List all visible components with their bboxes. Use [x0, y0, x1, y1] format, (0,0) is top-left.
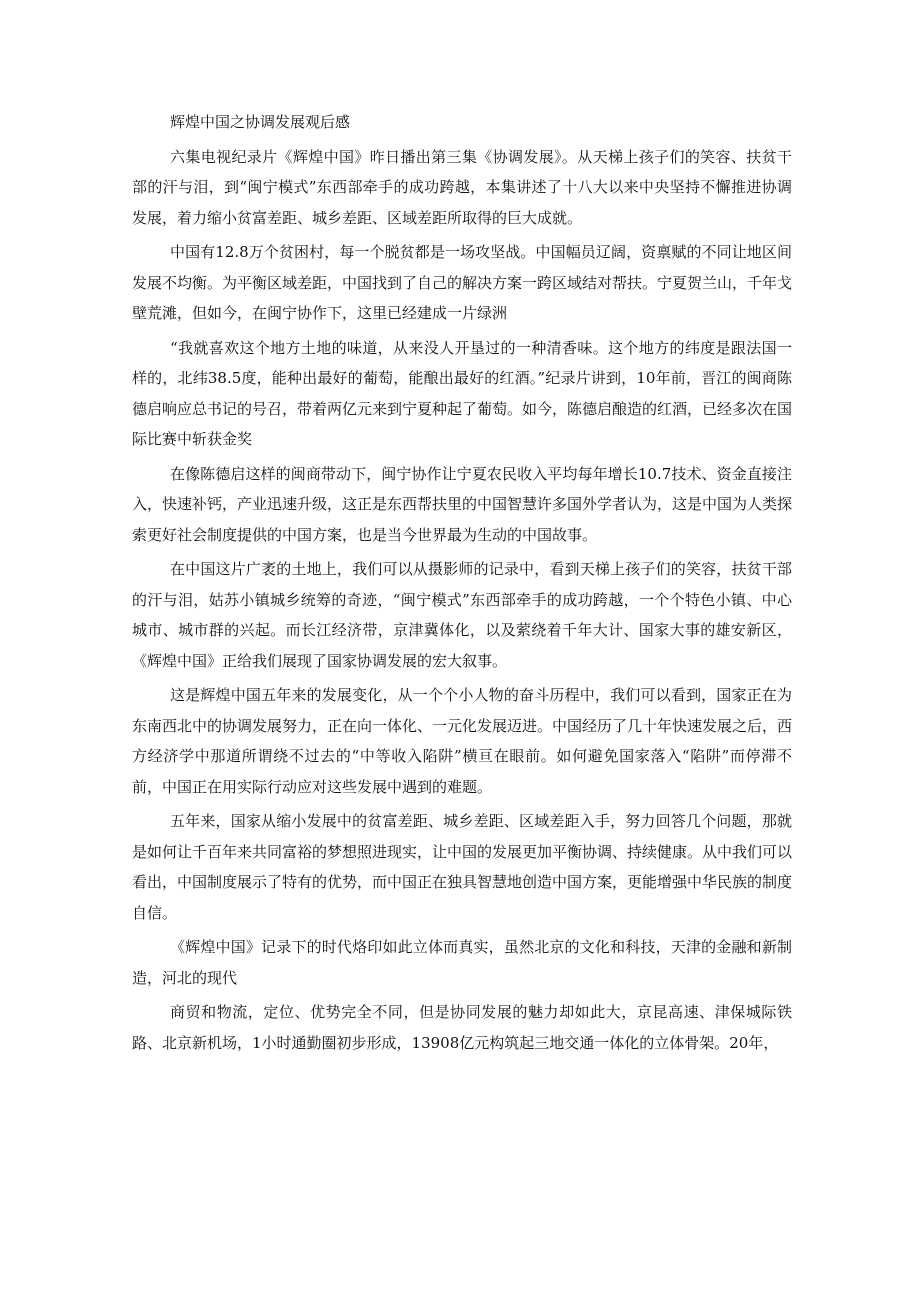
- paragraph-4: 在像陈德启这样的闽商带动下，闽宁协作让宁夏农民收入平均每年增长10.7技术、资金直接注入，快速补钙，产业迅速升级，这正是东西帮扶里的中国智慧许多国外学者认为，这是中国为人类探索更好社会制度提供的中国方案，也是当今世界最为生动的中国故事。: [132, 464, 793, 544]
- paragraph-3: “我就喜欢这个地方土地的味道，从来没人开垦过的一种清香味。这个地方的纬度是跟法国一样的，北纬38.5度，能种出最好的葡萄，能酿出最好的红酒。”纪录片讲到，10年前，晋江的闽商陈德启响应总书记的号召，带着两亿元来到宁夏种起了葡萄。如今，陈德启酿造的红酒，已经多次在国际比赛中斩获金奖: [132, 338, 793, 448]
- paragraph-8: 《辉煌中国》记录下的时代烙印如此立体而真实，虽然北京的文化和科技，天津的金融和新制造，河北的现代: [132, 938, 792, 987]
- paragraph-2: 中国有12.8万个贫困村，每一个脱贫都是一场攻坚战。中国幅员辽阔，资禀赋的不同让地区间发展不均衡。为平衡区域差距，中国找到了自己的解决方案一跨区域结对帮扶。宁夏贺兰山，千年戈壁荒滩，但如今，在闽宁协作下，这里已经建成一片绿洲: [132, 243, 793, 322]
- paragraph-6: 这是辉煌中国五年来的发展变化，从一个个小人物的奋斗历程中，我们可以看到，国家正在为东南西北中的协调发展努力，正在向一体化、一元化发展迈进。中国经历了几十年快速发展之后，西方经济学中那道所谓绕不过去的“中等收入陷阱”横亘在眼前。如何避免国家落入“陷阱”而停滞不前，中国正在用实际行动应对这些发展中遇到的难题。: [132, 686, 793, 796]
- paragraph-5: 在中国这片广袤的土地上，我们可以从摄影师的记录中，看到天梯上孩子们的笑容，扶贫干部的汗与泪，姑苏小镇城乡统筹的奇迹，“闽宁模式”东西部牵手的成功跨越，一个个特色小镇、中心城市、城市群的兴起。而长江经济带，京津冀体化，以及萦绕着千年大计、国家大事的雄安新区，《辉煌中国》正给我们展现了国家协调发展的宏大叙事。: [132, 560, 792, 670]
- paragraph-1: 六集电视纪录片《辉煌中国》昨日播出第三集《协调发展》。从天梯上孩子们的笑容、扶贫干部的汗与泪，到“闽宁模式”东西部牵手的成功跨越，本集讲述了十八大以来中央坚持不懈推进协调发展，着力缩小贫富差距、城乡差距、区域差距所取得的巨大成就。: [132, 147, 792, 227]
- paragraph-9: 商贸和物流，定位、优势完全不同，但是协同发展的魅力却如此大，京昆高速、津保城际铁路、北京新机场，1小时通勤圈初步形成，13908亿元构筑起三地交通一体化的立体骨架。20年，: [132, 1003, 792, 1052]
- document-title: 辉煌中国之协调发展观后感: [170, 113, 351, 131]
- document-page: [132, 107, 792, 1062]
- paragraph-7: 五年来，国家从缩小发展中的贫富差距、城乡差距、区域差距入手，努力回答几个问题，那就是如何让千百年来共同富裕的梦想照进现实，让中国的发展更加平衡协调、持续健康。从中我们可以看出，中国制度展示了特有的优势，而中国正在独具智慧地创造中国方案，更能增强中华民族的制度自信。: [132, 812, 793, 922]
